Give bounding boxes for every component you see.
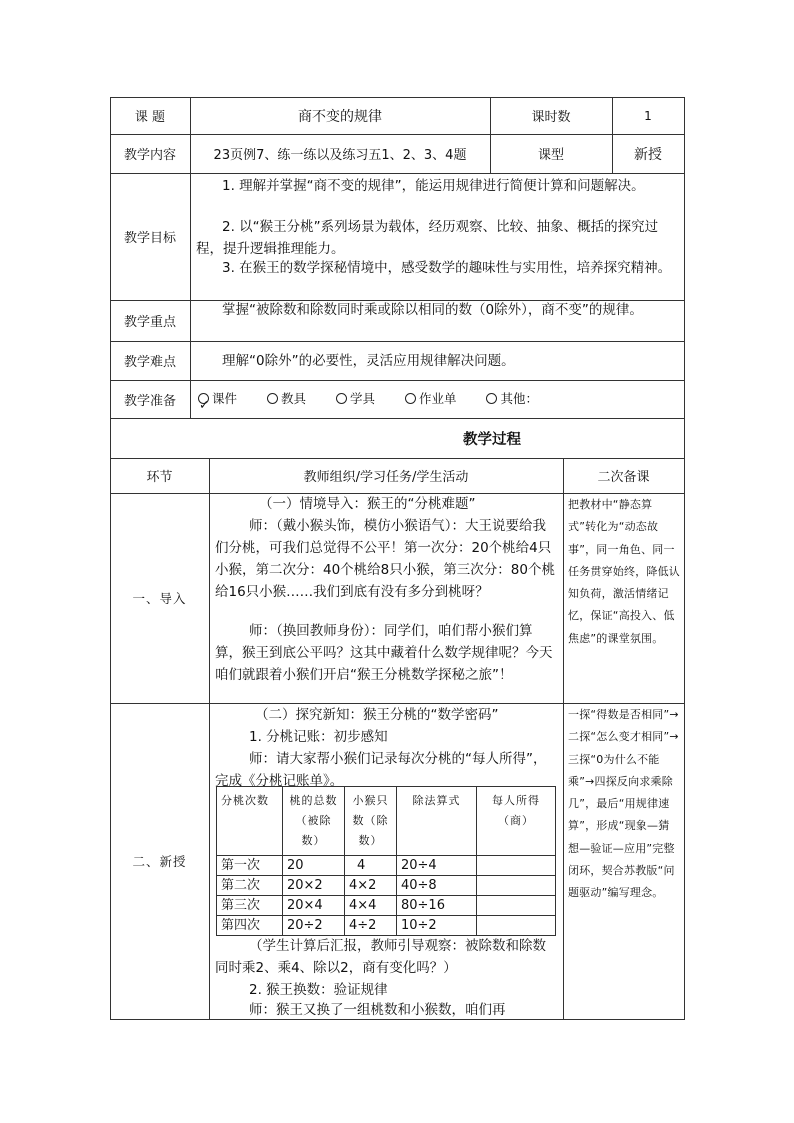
hours-label: 课时数	[531, 110, 571, 125]
ledger-header: 每人所得（商）	[477, 787, 556, 856]
prep-other[interactable]: 其他：	[486, 391, 538, 406]
ledger-table	[216, 786, 556, 936]
ledger-cell: 40÷8	[397, 876, 477, 896]
ledger-header: 小猴只数（除数）	[345, 787, 397, 856]
ledger-header-row	[217, 787, 556, 856]
new-sub-2: 2. 猴王换数：验证规律	[249, 982, 388, 998]
ledger-cell[interactable]	[477, 896, 556, 916]
key-value: 掌握“被除数和除数同时乘或除以相同的数（0除外），商不变”的规律。	[222, 302, 643, 318]
ledger-cell: 第四次	[217, 916, 283, 936]
intro-stage: 一、导入	[132, 591, 187, 606]
ledger-cell: 20	[283, 856, 345, 876]
ledger-header: 桃的总数（被除数）	[283, 787, 345, 856]
col-stage: 环节	[146, 470, 173, 485]
ledger-cell: 20÷2	[283, 916, 345, 936]
prep-label: 教学准备	[123, 393, 176, 409]
ledger-cell: 第三次	[217, 896, 283, 916]
type-label: 课型	[537, 148, 564, 163]
new-para-2: （学生计算后汇报，教师引导观察：被除数和除数同时乘2、乘4、除以2，商有变化吗？）	[215, 938, 546, 976]
ledger-cell: 10÷2	[397, 916, 477, 936]
ledger-cell: 4×4	[345, 896, 397, 916]
prep-options	[198, 388, 538, 410]
ledger-header: 分桃次数	[217, 787, 283, 856]
table-row	[217, 916, 556, 936]
ledger-cell: 80÷16	[397, 896, 477, 916]
radio-circle-icon	[336, 393, 347, 404]
hours-value: 1	[644, 108, 652, 123]
type-value: 新授	[634, 146, 662, 163]
ledger-cell[interactable]	[477, 876, 556, 896]
radio-circle-icon	[486, 393, 497, 404]
ledger-cell[interactable]	[477, 916, 556, 936]
difficulty-label: 教学难点	[123, 355, 176, 370]
process-title: 教学过程	[463, 431, 521, 448]
prep-courseware[interactable]: ✓ 课件	[199, 391, 238, 412]
goals-label: 教学目标	[123, 231, 176, 246]
topic-value: 商不变的规律	[298, 108, 382, 125]
prep-worksheet[interactable]: 作业单	[405, 391, 457, 406]
ledger-cell: 第二次	[217, 876, 283, 896]
new-heading: （二）探究新知：猴王分桃的“数学密码”	[255, 707, 499, 723]
checked-circle-icon: ✓	[198, 393, 209, 404]
intro-heading: （一）情境导入：猴王的“分桃难题”	[259, 496, 476, 512]
ledger-cell[interactable]	[477, 856, 556, 876]
goal-3: 3. 在猴王的数学探秘情境中，感受数学的趣味性与实用性，培养探究精神。	[222, 260, 672, 276]
prep-teaching-aids[interactable]: 教具	[267, 391, 306, 406]
ledger-cell: 20×4	[283, 896, 345, 916]
radio-circle-icon	[267, 393, 278, 404]
content-value: 23页例7、练一练以及练习五1、2、3、4题	[213, 148, 467, 163]
table-row	[217, 876, 556, 896]
goal-2: 2. 以“猴王分桃”系列场景为载体，经历观察、比较、抽象、概括的探究过程，提升逻辑推理能力。	[196, 219, 659, 257]
intro-para-2: 师：（换回教师身份）：同学们，咱们帮小猴们算算，猴王到底公平吗？这其中藏着什么数学规律呢？今天咱们就跟着小猴们开启“猴王分桃数学探秘之旅”！	[215, 623, 553, 683]
ledger-cell: 20×2	[283, 876, 345, 896]
radio-circle-icon	[405, 393, 416, 404]
col-activity: 教师组织/学习任务/学生活动	[303, 470, 469, 485]
ledger-cell: 20÷4	[397, 856, 477, 876]
content-label: 教学内容	[123, 148, 176, 163]
key-label: 教学重点	[123, 315, 176, 330]
intro-note: 把教材中“静态算式”转化为“动态故事”，同一角色、同一任务贯穿始终，降低认知负荷，激活情绪记忆，保证“高投入、低焦虑”的课堂氛围。	[568, 498, 680, 645]
table-row	[217, 896, 556, 916]
ledger-cell: 4÷2	[345, 916, 397, 936]
table-row	[217, 856, 556, 876]
goal-1: 1. 理解并掌握“商不变的规律”，能运用规律进行简便计算和问题解决。	[222, 178, 645, 194]
prep-learning-tools[interactable]: 学具	[336, 391, 375, 406]
ledger-header: 除法算式	[397, 787, 477, 856]
intro-para-1: 师：（戴小猴头饰，模仿小猴语气）：大王说要给我们分桃，可我们总觉得不公平！第一次分：20个桃给4只小猴，第二次分：40个桃给8只小猴，第三次分：80个桃给16只小猴……我们到底有没有多分到桃呀？	[215, 518, 555, 600]
ledger-cell: 第一次	[217, 856, 283, 876]
new-note: 一探“得数是否相同”→二探“怎么变才相同”→三探“0为什么不能乘”→四探反向求乘除几”，最后“用规律速算”，形成“现象—猜想—验证—应用”完整闭环，契合苏教版“问题驱动”编写理念。	[568, 708, 679, 900]
ledger-cell: 4×2	[345, 876, 397, 896]
ledger-cell: 4	[345, 856, 397, 876]
new-sub-1: 1. 分桃记账：初步感知	[249, 729, 388, 745]
new-para-1: 师：请大家帮小猴们记录每次分桃的“每人所得”，完成《分桃记账单》。	[215, 751, 547, 789]
new-stage: 二、新授	[132, 854, 187, 869]
col-notes: 二次备课	[597, 470, 650, 485]
topic-label: 课 题	[134, 110, 166, 125]
difficulty-value: 理解“0除外”的必要性，灵活应用规律解决问题。	[222, 353, 515, 369]
new-para-3: 师：猴王又换了一组桃数和小猴数，咱们再	[249, 1002, 506, 1018]
